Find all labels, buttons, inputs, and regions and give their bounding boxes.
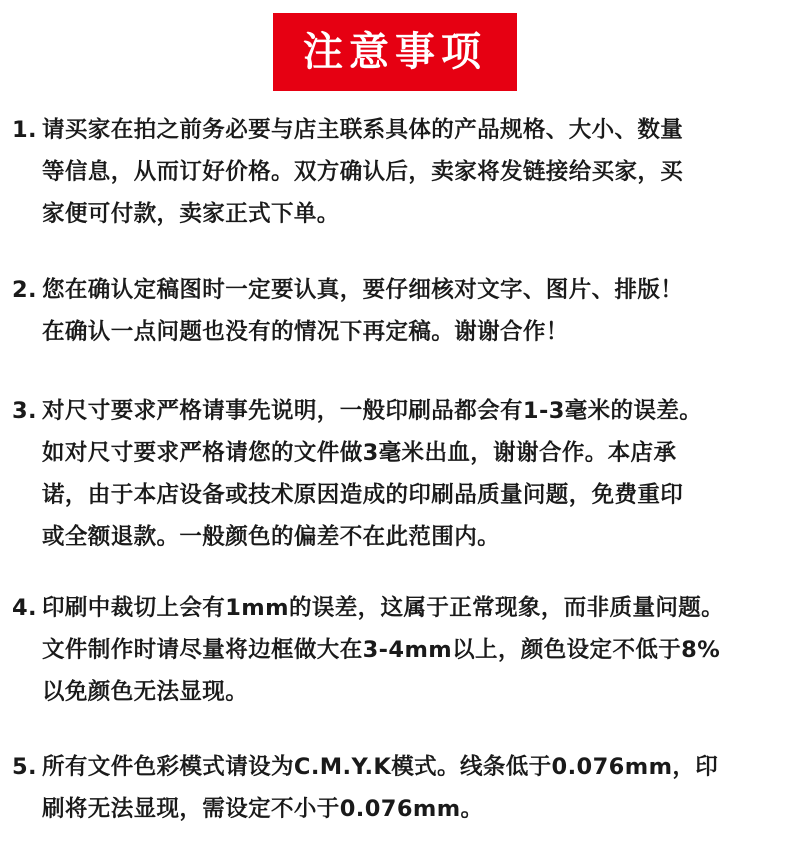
- notice-text: 对尺寸要求严格请事先说明，一般印刷品都会有1-3毫米的误差。: [42, 398, 703, 424]
- notice-number: 4.: [12, 595, 38, 621]
- notice-5-line-2: 刷将无法显现，需设定不小于0.076mm。: [42, 796, 484, 822]
- notice-text: 请买家在拍之前务必要与店主联系具体的产品规格、大小、数量: [42, 117, 684, 143]
- notice-5-line-1: [12, 746, 784, 788]
- notice-number: 1.: [12, 117, 38, 143]
- notice-text: 您在确认定稿图时一定要认真，要仔细核对文字、图片、排版！: [42, 277, 684, 303]
- notice-3-line-4: 或全额退款。一般颜色的偏差不在此范围内。: [42, 524, 501, 550]
- notice-3-line-1: [12, 390, 784, 432]
- notice-3-line-3: 诺，由于本店设备或技术原因造成的印刷品质量问题，免费重印: [42, 482, 684, 508]
- notice-2: [12, 269, 784, 353]
- notice-4-line-3: 以免颜色无法显现。: [42, 679, 249, 705]
- notice-number: 2.: [12, 277, 38, 303]
- notice-number: 3.: [12, 398, 38, 424]
- notice-2-line-2: 在确认一点问题也没有的情况下再定稿。谢谢合作！: [42, 319, 569, 345]
- notice-number: 5.: [12, 754, 38, 780]
- page-title: 注意事项: [273, 13, 517, 91]
- notice-3-line-2: 如对尺寸要求严格请您的文件做3毫米出血，谢谢合作。本店承: [42, 440, 677, 466]
- notice-text: 印刷中裁切上会有1mm的误差，这属于正常现象，而非质量问题。: [42, 595, 725, 621]
- notice-text: 所有文件色彩模式请设为C.M.Y.K模式。线条低于0.076mm，印: [42, 754, 719, 780]
- notice-1-line-2: 等信息，从而订好价格。双方确认后，卖家将发链接给买家，买: [42, 159, 684, 185]
- notice-1-line-1: [12, 109, 784, 151]
- notice-1: [12, 109, 784, 235]
- notice-3: [12, 390, 784, 558]
- notice-4-line-2: 文件制作时请尽量将边框做大在3-4mm以上，颜色设定不低于8%: [42, 637, 721, 663]
- notice-2-line-1: [12, 269, 784, 311]
- title-banner: [0, 13, 790, 91]
- notice-1-line-3: 家便可付款，卖家正式下单。: [42, 201, 340, 227]
- notice-5: [12, 746, 784, 830]
- notice-4-line-1: [12, 587, 784, 629]
- notice-4: [12, 587, 784, 713]
